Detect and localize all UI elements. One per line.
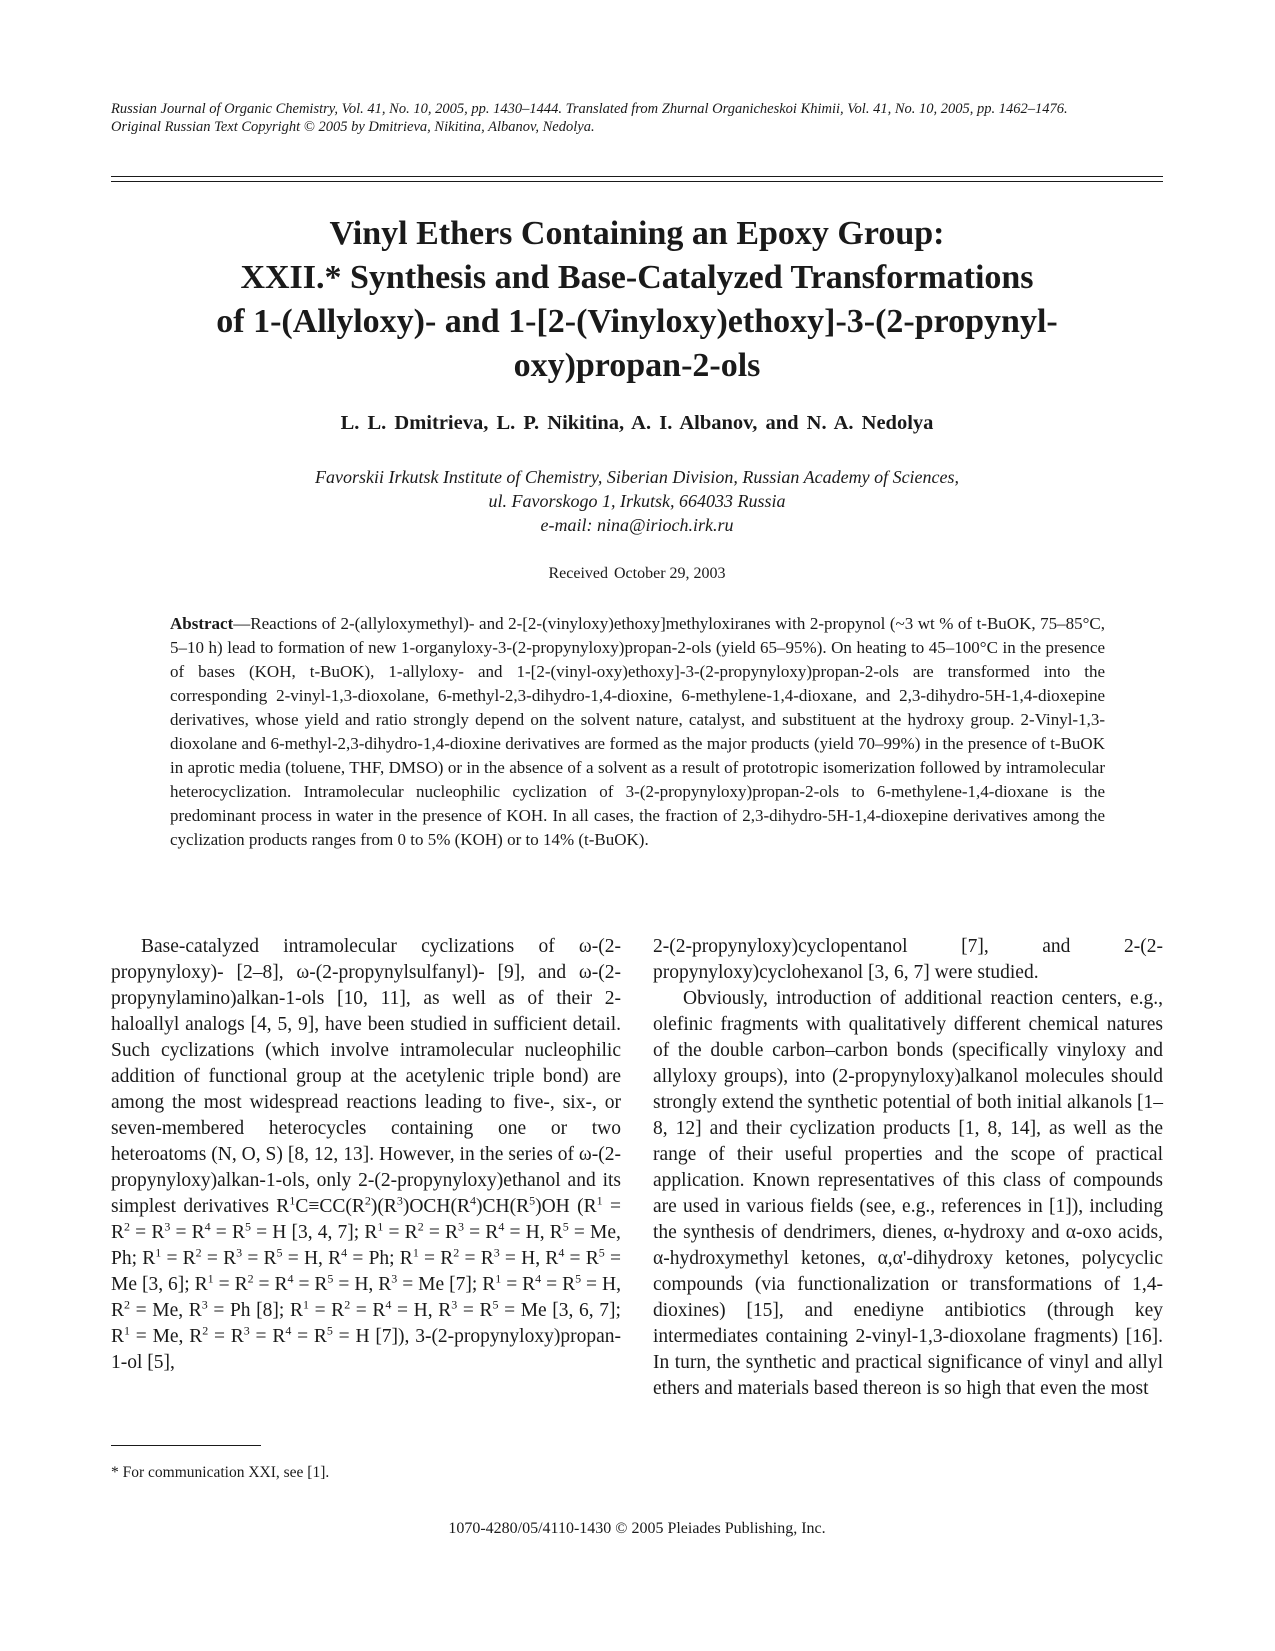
formula-superscript: 2 (364, 1193, 371, 1208)
formula-fragment: = R (291, 1326, 327, 1347)
formula-fragment: = H, R (333, 1274, 392, 1295)
title-line-1: Vinyl Ethers Containing an Epoxy Group: (329, 215, 945, 252)
formula-fragment: )OH (R (535, 1196, 597, 1217)
formula-fragment: = R (253, 1274, 288, 1295)
formula-fragment: = Me [3, 6]; R (111, 1248, 621, 1295)
formula-superscript: 1 (495, 1271, 502, 1286)
title-line-2: XXII.* Synthesis and Base-Catalyzed Transformations (240, 259, 1034, 296)
formula-superscript: 1 (124, 1323, 131, 1338)
formula-fragment: = R (249, 1326, 286, 1347)
formula-superscript: 5 (327, 1271, 334, 1286)
formula-superscript: 4 (341, 1245, 348, 1260)
formula-fragment: )CH(R (476, 1196, 530, 1217)
formula-fragment: = R (130, 1222, 165, 1243)
formula-superscript: 3 (458, 1219, 464, 1234)
formula-fragment: = R (418, 1248, 454, 1269)
affiliation-email: e-mail: nina@irioch.irk.ru (540, 515, 734, 535)
formula-superscript: 3 (236, 1245, 243, 1260)
formula-superscript: 1 (596, 1193, 603, 1208)
title-line-3: of 1-(Allyloxy)- and 1-[2-(Vinyloxy)ethoxy]-3-(2-propynyl- (216, 303, 1058, 340)
formula-fragment: = R (213, 1274, 248, 1295)
formula-fragment: = R (457, 1300, 493, 1321)
formula-superscript: 3 (493, 1245, 500, 1260)
formula-superscript: 4 (558, 1245, 565, 1260)
formula-superscript: 2 (202, 1323, 209, 1338)
formula-fragment: = R (464, 1222, 499, 1243)
formula-superscript: 3 (391, 1271, 398, 1286)
formula-fragment: )OCH(R (402, 1196, 471, 1217)
formula-superscript: 2 (195, 1245, 202, 1260)
formula-fragment: = Me, R (130, 1326, 203, 1347)
formula-fragment: = R (541, 1274, 576, 1295)
body-right-column (653, 934, 1163, 1402)
abstract-label: Abstract (170, 614, 234, 633)
formula-superscript: 2 (247, 1271, 254, 1286)
formula-superscript: 4 (285, 1323, 292, 1338)
formula-fragment: = R (201, 1248, 237, 1269)
received-label: Received (548, 565, 608, 582)
formula-fragment: = R (308, 1300, 345, 1321)
formula-superscript: 4 (470, 1193, 477, 1208)
formula-fragment: = H, R (111, 1274, 621, 1321)
formula-superscript: 2 (453, 1245, 460, 1260)
received-date (111, 565, 1163, 583)
formula-superscript: 4 (287, 1271, 294, 1286)
formula-superscript: 1 (207, 1271, 214, 1286)
formula-fragment: = R (161, 1248, 196, 1269)
formula-fragment: = Me [7]; R (397, 1274, 496, 1295)
formula-fragment: = R (459, 1248, 494, 1269)
formula-fragment: = R (208, 1326, 244, 1347)
formula-superscript: 2 (344, 1297, 351, 1312)
article-title (111, 212, 1163, 388)
formula-superscript: 1 (377, 1219, 384, 1234)
formula-fragment: = R (564, 1248, 599, 1269)
formula-fragment: R (276, 1196, 290, 1217)
abstract-text: —Reactions of 2-(allyloxymethyl)- and 2-[2-(vinyloxy)ethoxy]methyloxiranes with 2-propynol (~3 wt % of t-BuOK, 75–85°C, 5–10 h) lead to formation of new 1-organyloxy-3-(2-propynyloxy)propan-2-ols (yield 65–95%). On heating to 45–100°C in the presence of bases (KOH, t-BuOK), 1-allyloxy- and 1-[2-(vinyl-oxy)ethoxy]-3-(2-propynyloxy)propan-2-ols are transformed into the corresponding 2-vinyl-1,3-dioxolane, 6-methyl-2,3-dihydro-1,4-dioxine, 6-methylene-1,4-dioxane, and 2,3-dihydro-5H-1,4-dioxepine derivatives, whose yield and ratio strongly depend on the solvent nature, catalyst, and substituent at the hydroxy group. 2-Vinyl-1,3-dioxolane and 6-methyl-2,3-dihydro-1,4-dioxine derivatives are formed as the major products (yield 70–99%) in the presence of t-BuOK in aprotic media (toluene, THF, DMSO) or in the absence of a solvent as a result of prototropic isomerization followed by intramolecular heterocyclization. Intramolecular nucleophilic cyclization of 3-(2-propynyloxy)propan-2-ols to 6-methylene-1,4-dioxane is the predominant process in water in the presence of KOH. In all cases, the fraction of 2,3-dihydro-5H-1,4-dioxepine derivatives among the cyclization products ranges from 0 to 5% (KOH) or to 14% (t-BuOK). (170, 614, 1105, 849)
formula-superscript: 5 (562, 1219, 569, 1234)
formula-fragment: = R (501, 1274, 536, 1295)
body-left-column (111, 934, 621, 1376)
page-footer: 1070-4280/05/4110-1430 © 2005 Pleiades Publishing, Inc. (448, 1520, 826, 1537)
formula-fragment: = R (383, 1222, 418, 1243)
formula-superscript: 1 (302, 1297, 309, 1312)
formula-fragment: = H [7]), 3-(2-propynyloxy)propan-1-ol [5], (111, 1326, 621, 1373)
formula-superscript: 2 (124, 1219, 131, 1234)
formula-fragment: = Ph; R (347, 1248, 413, 1269)
formula-superscript: 5 (529, 1193, 536, 1208)
formula-fragment: = H, R (499, 1248, 559, 1269)
footnote-rule (111, 1445, 261, 1446)
formula-superscript: 5 (492, 1297, 499, 1312)
formula-fragment: = R (350, 1300, 386, 1321)
header-rule-top (111, 176, 1163, 177)
formula-fragment: = R (242, 1248, 277, 1269)
formula-fragment: = H, R (282, 1248, 342, 1269)
formula-superscript: 3 (396, 1193, 403, 1208)
copyright-line: Original Russian Text Copyright © 2005 by Dmitrieva, Nikitina, Albanov, Nedolya. (111, 119, 595, 135)
formula-superscript: 5 (598, 1245, 605, 1260)
formula-superscript: 2 (124, 1297, 131, 1312)
formula-superscript: 4 (385, 1297, 392, 1312)
affiliation-line-1: Favorskii Irkutsk Institute of Chemistry, Siberian Division, Russian Academy of Sciences, (314, 467, 960, 487)
journal-header (111, 100, 1163, 136)
formula-superscript: 3 (451, 1297, 458, 1312)
formula-fragment: = H, R (504, 1222, 563, 1243)
formula-superscript: 1 (412, 1245, 419, 1260)
paragraph-1-text: Base-catalyzed intramolecular cyclizations of ω-(2-propynyloxy)- [2–8], ω-(2-propynylsulfanyl)- [9], and ω-(2-propynylamino)alkan-1-ols [10, 11], as well as of their 2-haloallyl analogs [4, 5, 9], have been studied in sufficient detail. Such cyclizations (which involve intramolecular nucleophilic addition of functional group at the acetylenic triple bond) are among the most widespread reactions leading to five-, six-, or seven-membered heterocycles containing one or two heteroatoms (N, O, S) [8, 12, 13]. However, in the series of ω-(2-propynyloxy)alkan-1-ols, only 2-(2-propynyloxy)ethanol and its simplest derivatives (111, 936, 621, 1217)
formula-text (111, 1193, 622, 1373)
formula-fragment: = R (210, 1222, 245, 1243)
formula-superscript: 3 (164, 1219, 171, 1234)
formula-superscript: 3 (243, 1323, 250, 1338)
formula-superscript: 5 (276, 1245, 283, 1260)
formula-fragment: = H, R (391, 1300, 452, 1321)
formula-superscript: 4 (498, 1219, 505, 1234)
formula-superscript: 4 (204, 1219, 211, 1234)
formula-superscript: 4 (535, 1271, 542, 1286)
header-rule-bottom (111, 181, 1163, 182)
formula-superscript: 1 (289, 1193, 296, 1208)
formula-fragment: = R (293, 1274, 328, 1295)
formula-superscript: 3 (201, 1297, 208, 1312)
formula-superscript: 5 (326, 1323, 333, 1338)
formula-fragment: = Me [3, 6, 7]; R (111, 1300, 621, 1347)
formula-fragment: )(R (370, 1196, 397, 1217)
abstract (170, 612, 1105, 852)
body-paragraph-1-continued: 2-(2-propynyloxy)cyclopentanol [7], and 2-(2-propynyloxy)cyclohexanol [3, 6, 7] were studied. (653, 936, 1163, 983)
formula-fragment: = Me, Ph; R (111, 1222, 621, 1269)
journal-citation: Russian Journal of Organic Chemistry, Vol. 41, No. 10, 2005, pp. 1430–1444. Translated from Zhurnal Organicheskoi Khimii, Vol. 41, No. 10, 2005, pp. 1462–1476. (111, 101, 1068, 117)
body-paragraph-1 (111, 934, 621, 1376)
formula-fragment: = R (170, 1222, 205, 1243)
affiliation-line-2: ul. Favorskogo 1, Irkutsk, 664033 Russia (488, 491, 786, 511)
body-paragraph-2: Obviously, introduction of additional reaction centers, e.g., olefinic fragments with qualitatively different chemical natures of the double carbon–carbon bonds (specifically vinyloxy and allyloxy groups), into (2-propynyloxy)alkanol molecules should strongly extend the synthetic potential of both initial alkanols [1–8, 12] and their cyclization products [1, 8, 14], as well as the range of their useful properties and the scope of practical application. Known representatives of this class of compounds are used in various fields (see, e.g., references in [1]), including the synthesis of dendrimers, dienes, α-hydroxy and α-oxo acids, α-hydroxymethyl ketones, α,α'-dihydroxy ketones, polycyclic compounds (via functionalization or transformations of 1,4-dioxines) [15], and enediyne antibiotics (through key intermediates containing 2-vinyl-1,3-dioxolane fragments) [16]. In turn, the synthetic and practical significance of vinyl and allyl ethers and materials based thereon is so high that even the most (653, 988, 1163, 1399)
formula-superscript: 5 (575, 1271, 582, 1286)
affiliation (111, 465, 1163, 537)
formula-fragment: = H [3, 4, 7]; R (250, 1222, 378, 1243)
formula-superscript: 2 (417, 1219, 424, 1234)
formula-superscript: 5 (244, 1219, 251, 1234)
title-line-4: oxy)propan-2-ols (513, 347, 761, 384)
formula-fragment: = R (111, 1196, 622, 1243)
formula-fragment: = Ph [8]; R (207, 1300, 303, 1321)
formula-fragment: C≡CC(R (295, 1196, 365, 1217)
formula-fragment: = Me, R (130, 1300, 202, 1321)
formula-fragment: = R (423, 1222, 458, 1243)
formula-superscript: 1 (155, 1245, 162, 1260)
received-value: October 29, 2003 (614, 565, 726, 582)
footnote: * For communication XXI, see [1]. (111, 1464, 330, 1481)
authors: L. L. Dmitrieva, L. P. Nikitina, A. I. Albanov, and N. A. Nedolya (340, 412, 934, 434)
